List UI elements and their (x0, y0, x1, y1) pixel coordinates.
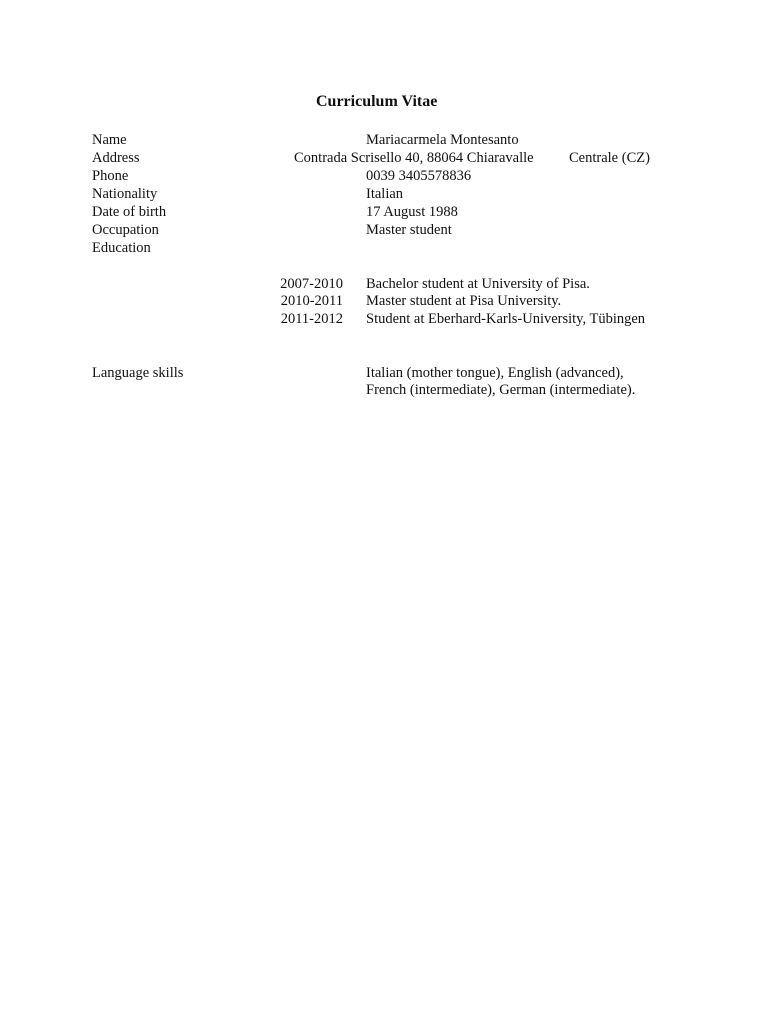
phone-label: Phone (92, 168, 129, 184)
language-line-2: French (intermediate), German (intermediate). (366, 382, 636, 398)
education-years-1: 2007-2010 (280, 276, 343, 292)
address-label: Address (92, 150, 140, 166)
language-label: Language skills (92, 365, 184, 381)
language-line-1: Italian (mother tongue), English (advanced), (366, 365, 624, 381)
birth-label: Date of birth (92, 204, 167, 220)
name-label: Name (92, 132, 127, 148)
education-years-3: 2011-2012 (280, 311, 343, 327)
nationality-value: Italian (366, 186, 404, 202)
education-years-2: 2010-2011 (280, 293, 343, 309)
education-label: Education (92, 240, 151, 256)
address-value-part1: Contrada Scrisello 40, 88064 Chiaravalle (294, 150, 534, 166)
birth-value: 17 August 1988 (366, 204, 458, 220)
page-title: Curriculum Vitae (316, 93, 438, 110)
address-value-part2: Centrale (CZ) (569, 150, 650, 166)
education-text-3: Student at Eberhard-Karls-University, Tübingen (366, 311, 646, 327)
phone-value: 0039 3405578836 (366, 168, 472, 184)
nationality-label: Nationality (92, 186, 158, 202)
name-value: Mariacarmela Montesanto (366, 132, 519, 148)
occupation-label: Occupation (92, 222, 159, 238)
education-text-1: Bachelor student at University of Pisa. (366, 276, 590, 292)
occupation-value: Master student (366, 222, 452, 238)
education-text-2: Master student at Pisa University. (366, 293, 562, 309)
